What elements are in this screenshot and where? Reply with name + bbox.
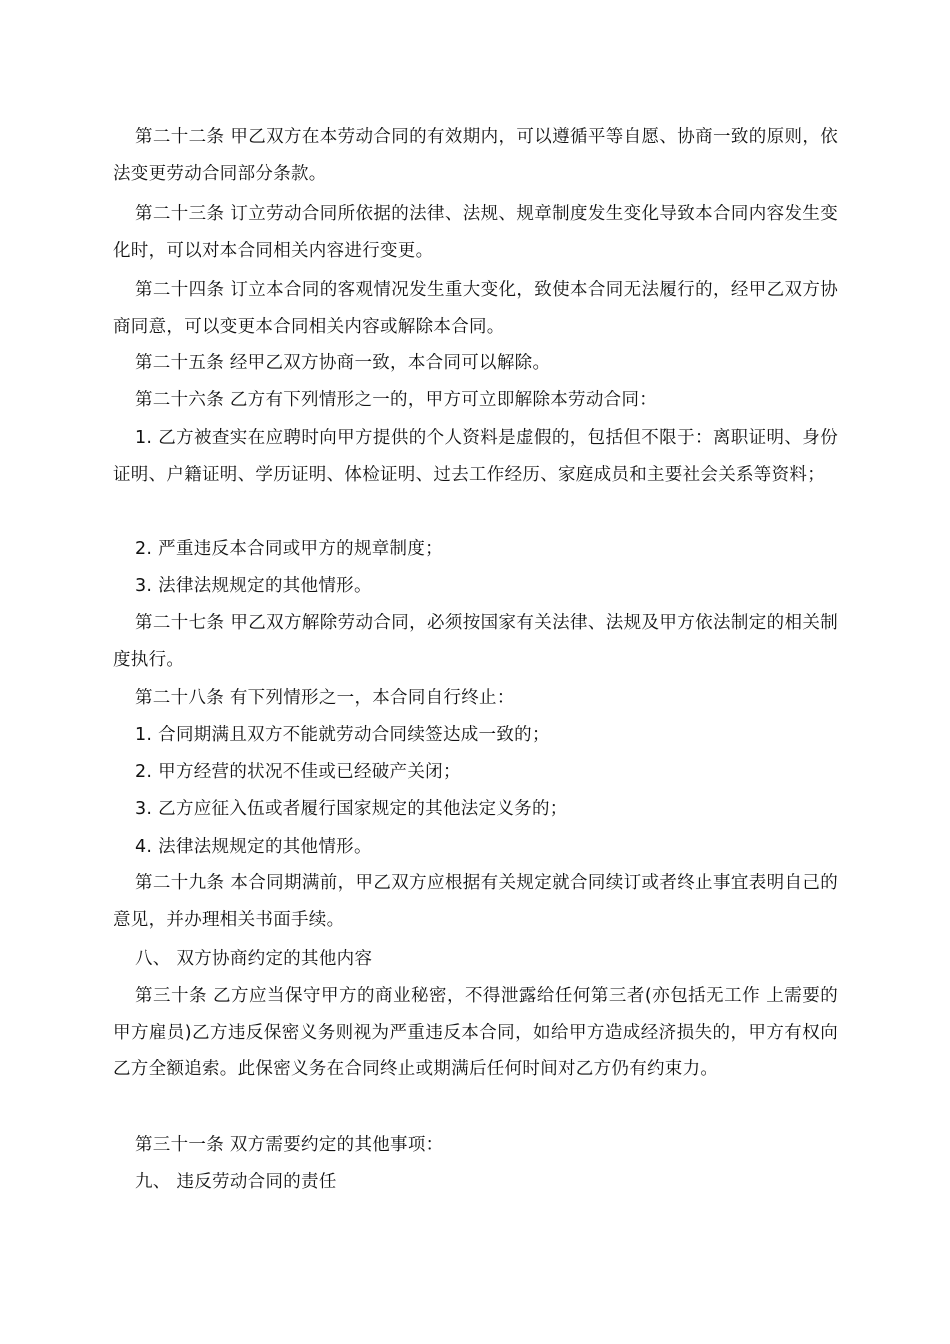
section-8-heading: 八、 双方协商约定的其他内容	[135, 949, 373, 969]
article-26-item-3: 3. 法律法规规定的其他情形。	[135, 576, 372, 596]
article-22: 第二十二条 甲乙双方在本劳动合同的有效期内，可以遵循平等自愿、协商一致的原则，依法变更劳动合同部分条款。	[113, 127, 838, 184]
article-26: 第二十六条 乙方有下列情形之一的，甲方可立即解除本劳动合同：	[135, 390, 658, 410]
article-31: 第三十一条 双方需要约定的其他事项：	[135, 1135, 444, 1155]
section-9-heading: 九、 违反劳动合同的责任	[135, 1172, 337, 1192]
article-28-item-3: 3. 乙方应征入伍或者履行国家规定的其他法定义务的；	[135, 799, 568, 819]
article-28: 第二十八条 有下列情形之一，本合同自行终止：	[135, 688, 515, 708]
article-28-item-2: 2. 甲方经营的状况不佳或已经破产关闭；	[135, 762, 461, 782]
article-30: 第三十条 乙方应当保守甲方的商业秘密，不得泄露给任何第三者(亦包括无工作 上需要的甲方雇员)乙方违反保密义务则视为严重违反本合同，如给甲方造成经济损失的，甲方有权向乙方全额追索。此保密义务在合同终止或期满后任何时间对乙方仍有约束力。	[113, 986, 838, 1080]
article-24: 第二十四条 订立本合同的客观情况发生重大变化，致使本合同无法履行的，经甲乙双方协商同意，可以变更本合同相关内容或解除本合同。	[113, 280, 838, 337]
article-26-item-1: 1. 乙方被查实在应聘时向甲方提供的个人资料是虚假的，包括但不限于：离职证明、身份证明、户籍证明、学历证明、体检证明、过去工作经历、家庭成员和主要社会关系等资料；	[113, 428, 838, 485]
article-29: 第二十九条 本合同期满前，甲乙双方应根据有关规定就合同续订或者终止事宜表明自己的意见，并办理相关书面手续。	[113, 873, 838, 930]
article-26-item-2: 2. 严重违反本合同或甲方的规章制度；	[135, 539, 443, 559]
article-28-item-1: 1. 合同期满且双方不能就劳动合同续签达成一致的；	[135, 725, 550, 745]
article-28-item-4: 4. 法律法规规定的其他情形。	[135, 837, 372, 857]
article-27: 第二十七条 甲乙双方解除劳动合同，必须按国家有关法律、法规及甲方依法制定的相关制度执行。	[113, 613, 838, 670]
article-23: 第二十三条 订立劳动合同所依据的法律、法规、规章制度发生变化导致本合同内容发生变化时，可以对本合同相关内容进行变更。	[113, 204, 838, 261]
article-25: 第二十五条 经甲乙双方协商一致，本合同可以解除。	[135, 353, 551, 373]
